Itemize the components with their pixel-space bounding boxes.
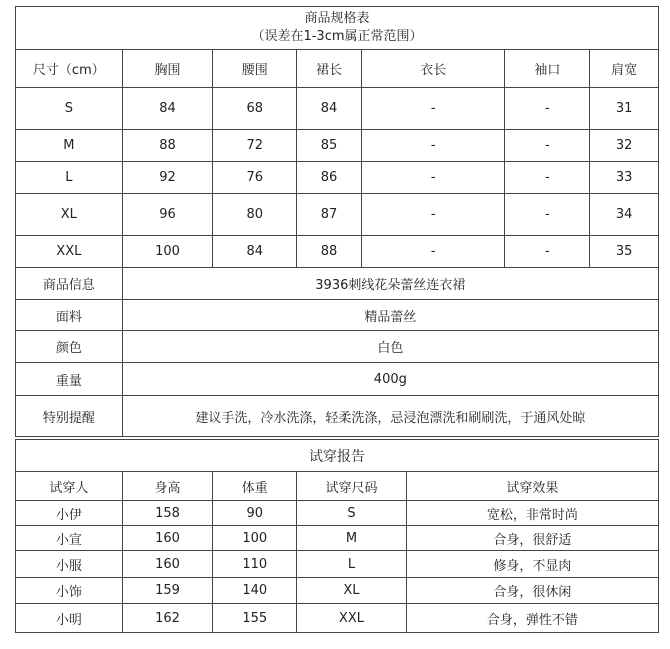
tester-effect: 宽松，非常时尚 [486, 507, 578, 523]
tester-effect: 合身，很舒适 [493, 532, 572, 548]
info-row-product [16, 268, 658, 300]
info-label: 商品信息 [16, 268, 123, 299]
value-cell: 84 [213, 236, 297, 267]
value-cell: 35 [615, 244, 633, 259]
report-table [15, 439, 659, 633]
value-cell: - [505, 88, 590, 129]
tester-effect: 修身，不显肉 [493, 558, 572, 574]
table-row [16, 551, 658, 578]
tester-name: 小服 [16, 551, 123, 577]
report-title: 试穿报告 [309, 448, 365, 465]
report-header-cell: 体重 [213, 472, 297, 500]
tester-weight: 110 [213, 551, 297, 577]
info-label: 面料 [16, 300, 123, 330]
info-row-weight [16, 363, 658, 396]
value-cell: - [505, 130, 590, 161]
value-cell: - [505, 236, 590, 267]
table-row [16, 604, 658, 633]
spec-header-cell: 腰围 [213, 50, 297, 87]
value-cell: - [362, 194, 506, 235]
info-label: 重量 [16, 363, 123, 395]
info-label: 特别提醒 [16, 396, 123, 436]
tester-height: 160 [123, 526, 214, 550]
value-cell: 31 [615, 101, 633, 116]
tester-size: XL [297, 578, 407, 603]
tester-name: 小明 [16, 604, 123, 632]
tester-size: S [297, 501, 407, 525]
tester-effect: 合身，弹性不错 [486, 612, 578, 628]
table-row [16, 162, 658, 194]
info-row-care [16, 396, 658, 437]
table-row [16, 526, 658, 551]
info-value: 建议手洗，冷水洗涤，轻柔洗涤，忌浸泡漂洗和刷刷洗，于通风处晾 [195, 410, 586, 426]
report-header-cell: 试穿尺码 [297, 472, 407, 500]
size-cell: S [16, 88, 123, 129]
spec-header-cell: 袖口 [505, 50, 590, 87]
report-header-cell: 身高 [123, 472, 214, 500]
tester-height: 160 [123, 551, 214, 577]
spec-subtitle: （误差在1-3cm属正常范围） [251, 29, 423, 44]
spec-title-cell [16, 7, 658, 49]
tester-weight: 140 [213, 578, 297, 603]
value-cell: 85 [297, 130, 362, 161]
value-cell: 92 [123, 162, 214, 193]
value-cell: - [505, 162, 590, 193]
size-cell: L [16, 162, 123, 193]
tester-name: 小伊 [16, 501, 123, 525]
info-value: 白色 [377, 341, 404, 356]
tester-effect: 合身，很休闲 [493, 585, 572, 600]
table-row [16, 236, 658, 268]
value-cell: 33 [615, 170, 633, 185]
table-row [16, 501, 658, 526]
value-cell: - [505, 194, 590, 235]
table-row [16, 578, 658, 604]
info-row-fabric [16, 300, 658, 331]
report-header-cell: 试穿人 [16, 472, 123, 500]
tester-height: 158 [123, 501, 214, 525]
tester-size: M [297, 526, 407, 550]
size-cell: M [16, 130, 123, 161]
value-cell: - [362, 88, 506, 129]
report-header-row [16, 472, 658, 501]
tester-weight: 155 [213, 604, 297, 632]
value-cell: 34 [615, 207, 633, 222]
tester-name: 小饰 [16, 578, 123, 603]
spec-title-row [16, 7, 658, 50]
spec-header-cell: 衣长 [362, 50, 506, 87]
value-cell: 96 [123, 194, 214, 235]
value-cell: 76 [213, 162, 297, 193]
table-row [16, 88, 658, 130]
table-row [16, 130, 658, 162]
tester-height: 159 [123, 578, 214, 603]
info-value: 400g [373, 371, 407, 387]
info-value: 3936刺线花朵蕾丝连衣裙 [315, 278, 466, 293]
value-cell: 86 [297, 162, 362, 193]
spec-table [15, 6, 659, 437]
value-cell: 32 [615, 138, 633, 153]
tester-size: L [297, 551, 407, 577]
report-title-row [16, 440, 658, 472]
size-cell: XXL [16, 236, 123, 267]
value-cell: 68 [213, 88, 297, 129]
value-cell: - [362, 162, 506, 193]
value-cell: 87 [297, 194, 362, 235]
spec-header-cell: 胸围 [123, 50, 214, 87]
tester-weight: 100 [213, 526, 297, 550]
tester-weight: 90 [213, 501, 297, 525]
table-row [16, 194, 658, 236]
value-cell: 84 [123, 88, 214, 129]
spec-header-cell: 肩宽 [611, 63, 638, 78]
value-cell: 80 [213, 194, 297, 235]
info-label: 颜色 [16, 331, 123, 362]
tester-size: XXL [297, 604, 407, 632]
size-chart-document [15, 6, 659, 633]
value-cell: - [362, 236, 506, 267]
value-cell: 88 [297, 236, 362, 267]
info-row-color [16, 331, 658, 363]
size-cell: XL [16, 194, 123, 235]
spec-header-cell: 裙长 [297, 50, 362, 87]
spec-header-row [16, 50, 658, 88]
value-cell: 88 [123, 130, 214, 161]
value-cell: 84 [297, 88, 362, 129]
value-cell: - [362, 130, 506, 161]
tester-height: 162 [123, 604, 214, 632]
report-header-cell: 试穿效果 [506, 480, 559, 496]
info-value: 精品蕾丝 [364, 309, 417, 325]
value-cell: 100 [123, 236, 214, 267]
spec-header-cell: 尺寸（cm） [16, 50, 123, 87]
tester-name: 小宣 [16, 526, 123, 550]
spec-title: 商品规格表 [304, 11, 370, 26]
value-cell: 72 [213, 130, 297, 161]
